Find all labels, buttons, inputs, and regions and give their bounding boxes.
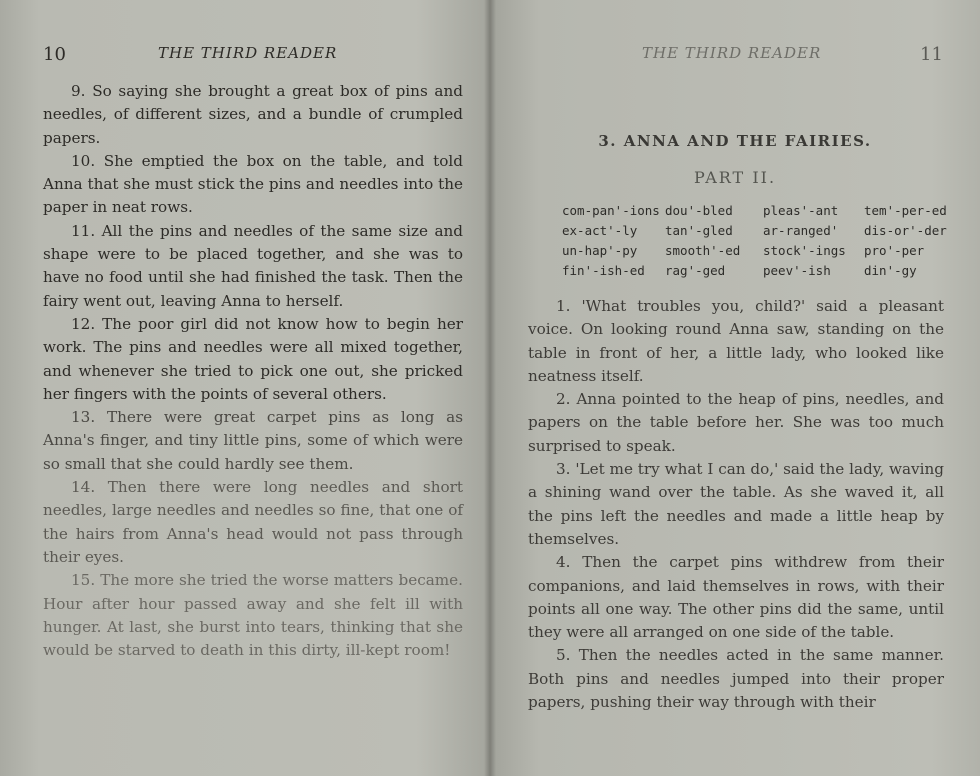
right-page-number: 11 <box>920 44 943 65</box>
part-title: PART II. <box>693 168 777 187</box>
vocab-word: tem'-per-ed <box>864 203 947 218</box>
paragraph: 1. 'What troubles you, child?' said a pleasant voice. On looking round Anna saw, standing on the table in front of her, a little lady, who looked like neatness itself. <box>528 297 944 385</box>
chapter-title: 3. ANNA AND THE FAIRIES. <box>598 132 872 150</box>
vocab-word: tan'-gled <box>665 223 733 238</box>
vocab-word: smooth'-ed <box>665 243 741 258</box>
book-gutter <box>484 0 496 776</box>
vocab-word: pro'-per <box>864 243 925 258</box>
paragraph: 9. So saying she brought a great box of pins and needles, of different sizes, and a bundle of crumpled papers. <box>43 82 463 147</box>
vocab-word: ex-act'-ly <box>562 223 638 238</box>
vocab-word: dis-or'-der <box>864 223 947 238</box>
vocab-word: stock'-ings <box>763 243 846 258</box>
paragraph: 13. There were great carpet pins as long as Anna's finger, and tiny little pins, some of which were so small that she could hardly see them. <box>43 408 463 473</box>
paragraph: 12. The poor girl did not know how to begin her work. The pins and needles were all mixed together, and whenever she tried to pick one out, she pricked her fingers with the points of several others. <box>43 314 463 403</box>
vocab-word: pleas'-ant <box>763 203 839 218</box>
paragraph: 10. She emptied the box on the table, and told Anna that she must stick the pins and needles into the paper in neat rows. <box>43 151 463 217</box>
paragraph: 14. Then there were long needles and short needles, large needles and needles so fine, that one of the hairs from Anna's head would not pass through their eyes. <box>43 478 463 566</box>
right-page <box>490 0 980 776</box>
vocabulary-list <box>562 202 952 280</box>
left-page-number: 10 <box>43 44 66 65</box>
vocab-word: ar-ranged' <box>763 223 839 238</box>
right-running-head: THE THIRD READER <box>642 44 822 62</box>
vocab-word: com-pan'-ions <box>562 203 660 218</box>
paragraph: 15. The more she tried the worse matters became. Hour after hour passed away and she felt ill with hunger. At last, she burst into tears, thinking that she would be starved to death in this dirty, ill-kept room! <box>43 571 463 660</box>
paragraph: 11. All the pins and needles of the same size and shape were to be placed together, and she was to have no food until she had finished the task. Then the fairy went out, leaving Anna to herself. <box>43 221 463 310</box>
paragraph: 3. 'Let me try what I can do,' said the lady, waving a shining wand over the table. As she waved it, all the pins left the needles and made a little heap by themselves. <box>528 460 944 548</box>
vocab-word: rag'-ged <box>665 263 726 278</box>
paragraph: 4. Then the carpet pins withdrew from their companions, and laid themselves in rows, with their points all one way. The other pins did the same, until they were all arranged on one side of the table. <box>528 553 944 642</box>
paragraph: 2. Anna pointed to the heap of pins, needles, and papers on the table before her. She was too much surprised to speak. <box>528 390 944 455</box>
vocab-word: fin'-ish-ed <box>562 263 645 278</box>
left-running-head: THE THIRD READER <box>158 44 338 62</box>
left-text-block <box>43 80 463 662</box>
vocab-word: dou'-bled <box>665 203 733 218</box>
paragraph: 5. Then the needles acted in the same manner. Both pins and needles jumped into their proper papers, pushing their way through with their <box>528 646 944 712</box>
vocab-word: un-hap'-py <box>562 243 638 258</box>
vocab-word: din'-gy <box>864 263 917 278</box>
vocab-word: peev'-ish <box>763 263 831 278</box>
right-text-block <box>528 295 944 714</box>
